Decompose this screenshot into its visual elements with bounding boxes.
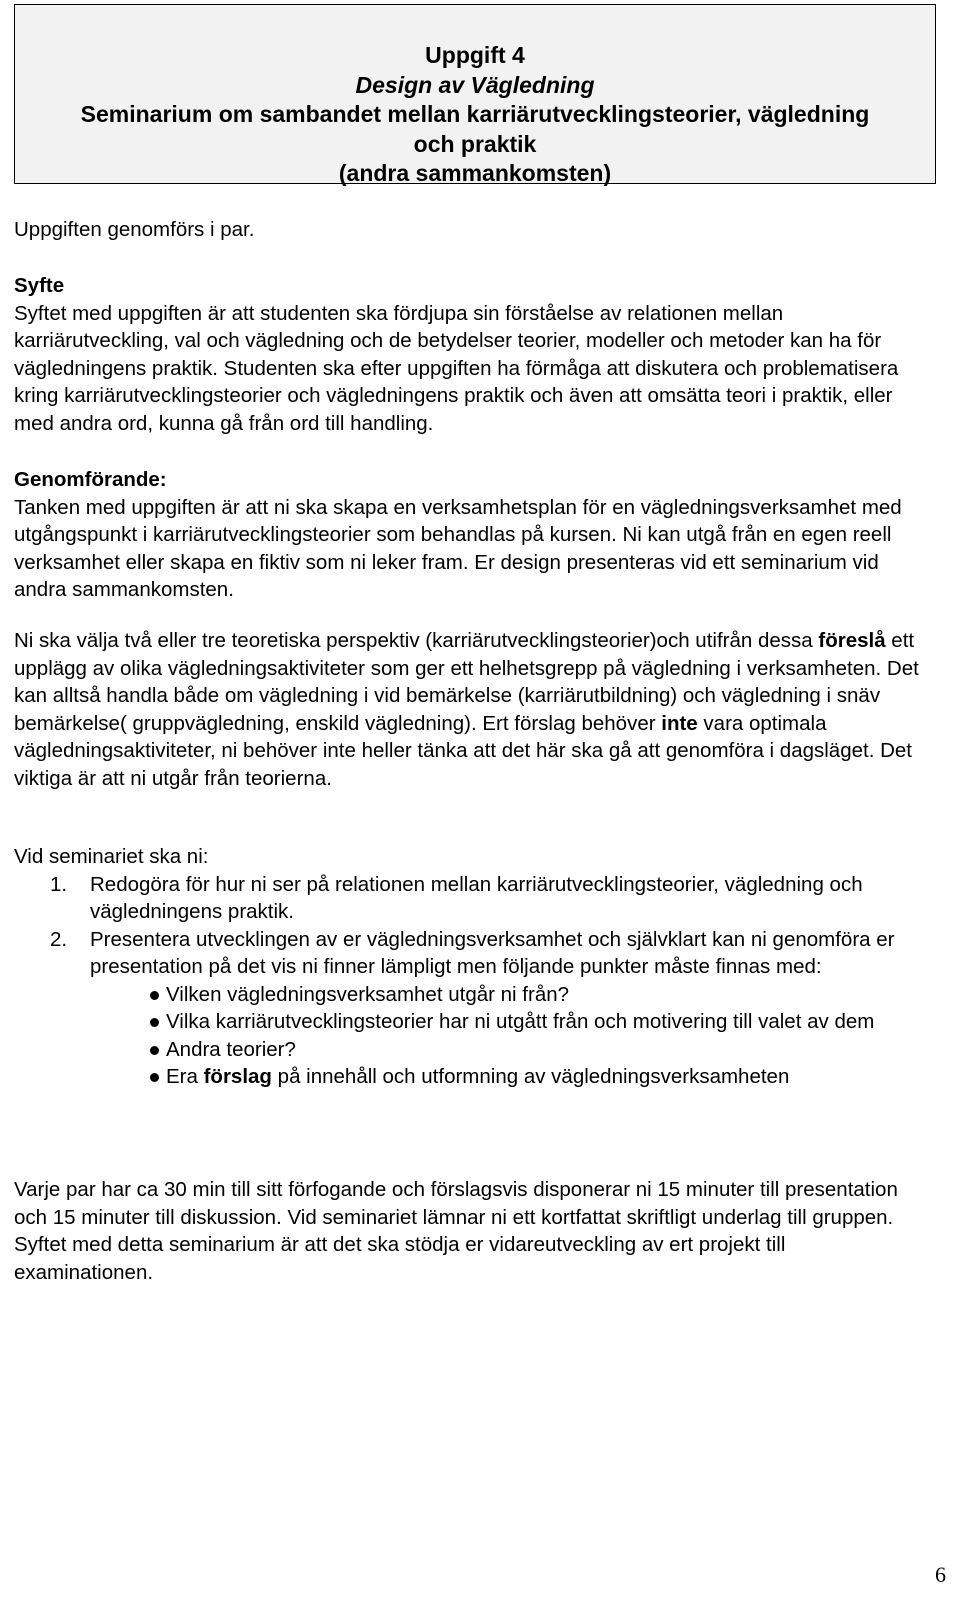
perspektiv-bold-inte: inte bbox=[661, 711, 698, 735]
genomforande-section bbox=[14, 466, 929, 604]
bullet-list bbox=[14, 981, 929, 1091]
list-item bbox=[14, 871, 929, 926]
page-number: 6 bbox=[935, 1562, 946, 1587]
intro-text: Uppgiften genomförs i par. bbox=[14, 218, 255, 241]
genomforande-heading: Genomförande: bbox=[14, 468, 167, 491]
bullet-item: Andra teorier? bbox=[14, 1036, 929, 1064]
perspektiv-bold-foresla: föreslå bbox=[818, 629, 886, 652]
assignment-subtitle: Design av Vägledning bbox=[355, 71, 595, 98]
assignment-number: Uppgift 4 bbox=[425, 42, 525, 68]
perspektiv-part3: vara optimala vägledningsaktiviteter, ni behöver inte heller tänka att det här ska gå att genomföra i dagsläget. Det viktiga är att ni utgår från teorierna. bbox=[14, 711, 912, 790]
syfte-section bbox=[14, 272, 929, 437]
seminariet-section bbox=[14, 843, 929, 1091]
list-item bbox=[14, 926, 929, 981]
seminariet-heading: Vid seminariet ska ni: bbox=[14, 845, 209, 868]
seminar-title-cont: och praktik bbox=[413, 130, 537, 157]
bullet-item: Vilken vägledningsverksamhet utgår ni från? bbox=[14, 981, 929, 1009]
title-box bbox=[14, 4, 936, 184]
bullet-icon bbox=[150, 1018, 159, 1027]
perspektiv-paragraph bbox=[14, 627, 929, 792]
bullet-item: Vilka karriärutvecklingsteorier har ni utgått från och motivering till valet av dem bbox=[14, 1008, 929, 1036]
syfte-text: Syftet med uppgiften är att studenten ska fördjupa sin förståelse av relationen mellan karriärutveckling, val och vägledning och de betydelser teorier, modeller och metoder kan ha för vägledningens praktik. Studenten ska efter uppgiften ha förmåga att diskutera och problematisera kring karriärutvecklingsteorier och vägledningens praktik och även att omsätta teori i praktik, eller med andra ord, kunna gå från ord till handling. bbox=[14, 301, 899, 435]
seminar-title: Seminarium om sambandet mellan karriärutvecklingsteorier, vägledning bbox=[80, 101, 870, 127]
perspektiv-part2: ett upplägg av olika vägledningsaktiviteter som ger ett helhetsgrepp på vägledning i verksamheten. Det kan alltså handla både om vägledning i vid bemärkelse (karriärutbildning) och vägledning i snäv bemärkelse( gruppvägledning, enskild vägledning). Ert förslag behöver bbox=[14, 629, 919, 735]
bullet-item: Era förslag på innehåll och utformning av vägledningsverksamheten bbox=[14, 1063, 929, 1091]
list-item-number: 1. bbox=[50, 872, 68, 896]
list-item-text: Redogöra för hur ni ser på relationen mellan karriärutvecklingsteorier, vägledning och vägledningens praktik. bbox=[90, 872, 863, 923]
bullet-icon bbox=[150, 1046, 159, 1055]
list-item-number: 2. bbox=[50, 927, 68, 951]
session-note: (andra sammankomsten) bbox=[338, 160, 612, 186]
closing-paragraph: Varje par har ca 30 min till sitt förfogande och förslagsvis disponerar ni 15 minuter till presentation och 15 minuter till diskussion. Vid seminariet lämnar ni ett kortfattat skriftligt underlag till gruppen. Syftet med detta seminarium är att det ska stödja er vidareutveckling av ert projekt till examinationen. bbox=[14, 1178, 898, 1284]
bullet-icon bbox=[150, 1073, 159, 1082]
genomforande-text: Tanken med uppgiften är att ni ska skapa en verksamhetsplan för en vägledningsverksamhet med utgångspunkt i karriärutvecklingsteorier som behandlas på kursen. Ni kan utgå från en egen reell verksamhet eller skapa en fiktiv som ni leker fram. Er design presenteras vid ett seminarium vid andra sammankomsten. bbox=[14, 495, 902, 601]
bold-forslag: förslag bbox=[203, 1065, 272, 1088]
syfte-heading: Syfte bbox=[14, 274, 65, 297]
bullet-icon bbox=[150, 991, 159, 1000]
perspektiv-part1: Ni ska välja två eller tre teoretiska perspektiv (karriärutvecklingsteorier)och utifrån dessa bbox=[14, 629, 819, 652]
list-item-text: Presentera utvecklingen av er vägledningsverksamhet och självklart kan ni genomföra er presentation på det vis ni finner lämpligt men följande punkter måste finnas med: bbox=[90, 927, 895, 978]
